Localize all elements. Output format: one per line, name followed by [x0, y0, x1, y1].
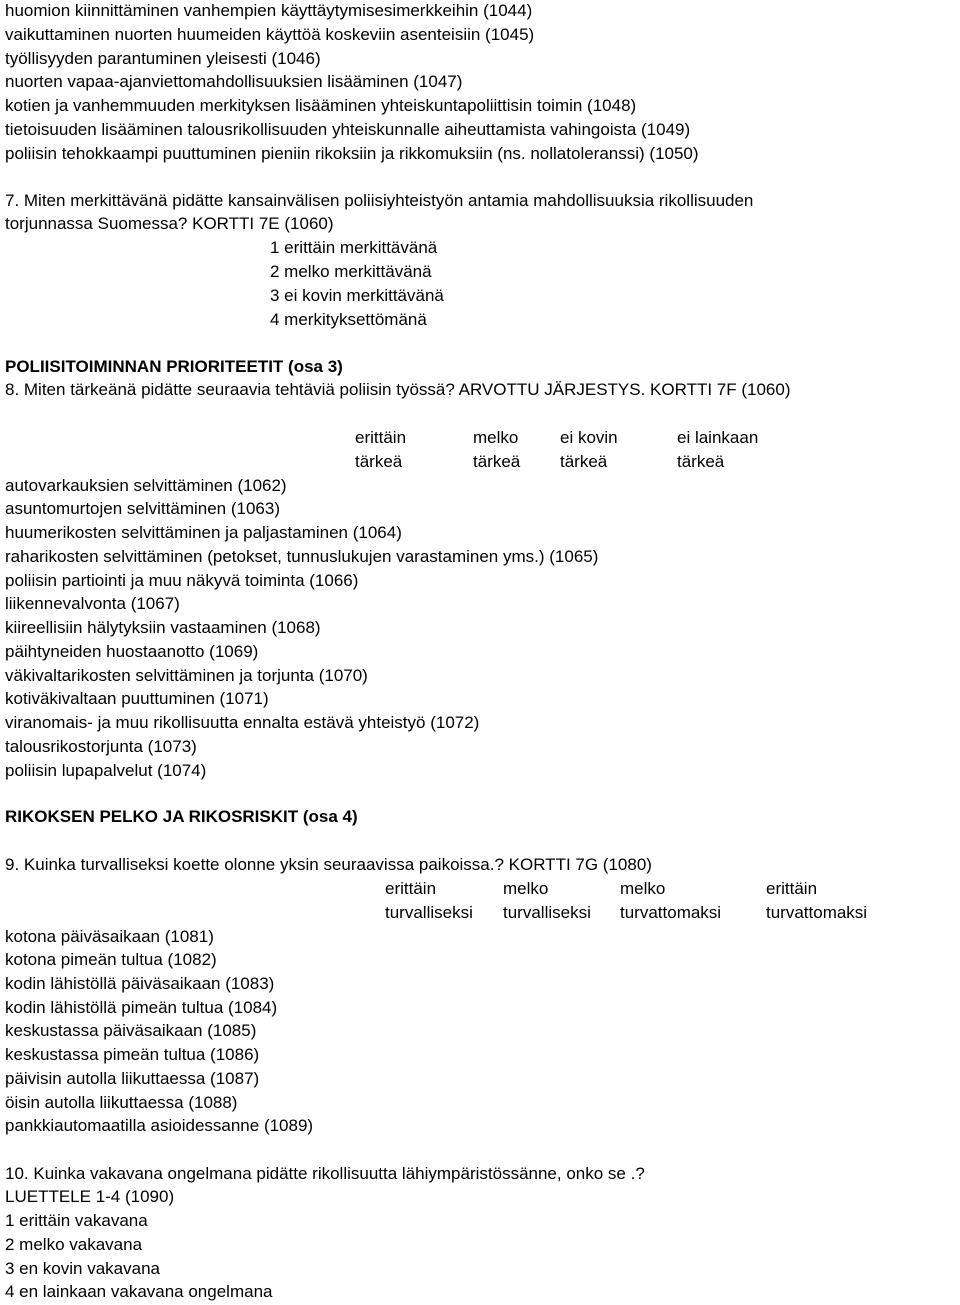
list-item: asuntomurtojen selvittäminen (1063) [5, 499, 280, 518]
list-item: huomion kiinnittäminen vanhempien käyttäytymisesimerkkeihin (1044) [5, 1, 533, 20]
list-item: päivisin autolla liikuttaessa (1087) [5, 1069, 260, 1088]
column-header: tärkeä [677, 452, 725, 471]
list-item: viranomais- ja muu rikollisuutta ennalta estävä yhteistyö (1072) [5, 713, 480, 732]
question-text: 10. Kuinka vakavana ongelmana pidätte rikollisuutta lähiympäristössänne, onko se .? [5, 1164, 645, 1183]
list-item: keskustassa pimeän tultua (1086) [5, 1045, 260, 1064]
answer-option: 3 en kovin vakavana [5, 1259, 160, 1278]
list-item: poliisin lupapalvelut (1074) [5, 761, 207, 780]
list-item: öisin autolla liikuttaessa (1088) [5, 1093, 238, 1112]
question-text: 8. Miten tärkeänä pidätte seuraavia tehtäviä poliisin työssä? ARVOTTU JÄRJESTYS. KORTTI 7F (1060) [5, 380, 791, 399]
list-item: huumerikosten selvittäminen ja paljastaminen (1064) [5, 523, 402, 542]
list-item: pankkiautomaatilla asioidessanne (1089) [5, 1116, 314, 1135]
column-header: ei lainkaan [677, 428, 759, 447]
answer-option: 1 erittäin merkittävänä [270, 238, 438, 257]
column-header: turvattomaksi [620, 903, 722, 922]
column-header: turvalliseksi [385, 903, 473, 922]
list-item: poliisin partiointi ja muu näkyvä toiminta (1066) [5, 571, 359, 590]
column-header: ei kovin [560, 428, 618, 447]
list-item: kotien ja vanhemmuuden merkityksen lisääminen yhteiskuntapoliittisin toimin (1048) [5, 96, 637, 115]
list-item: kodin lähistöllä päiväsaikaan (1083) [5, 974, 275, 993]
list-item: vaikuttaminen nuorten huumeiden käyttöä koskeviin asenteisiin (1045) [5, 25, 535, 44]
question-text: 7. Miten merkittävänä pidätte kansainvälisen poliisiyhteistyön antamia mahdollisuuksia rikollisuuden [5, 191, 754, 210]
list-item: kotiväkivaltaan puuttuminen (1071) [5, 689, 269, 708]
answer-option: 2 melko merkittävänä [270, 262, 432, 281]
column-header: melko [620, 879, 666, 898]
answer-option: 4 merkityksettömänä [270, 310, 427, 329]
column-header: erittäin [385, 879, 437, 898]
question-text: LUETTELE 1-4 (1090) [5, 1187, 175, 1206]
answer-option: 4 en lainkaan vakavana ongelmana [5, 1282, 273, 1301]
list-item: kotona päiväsaikaan (1081) [5, 927, 214, 946]
column-header: erittäin [766, 879, 818, 898]
list-item: talousrikostorjunta (1073) [5, 737, 197, 756]
list-item: työllisyyden parantuminen yleisesti (1046) [5, 49, 321, 68]
column-header: melko [503, 879, 549, 898]
section-heading: RIKOKSEN PELKO JA RIKOSRISKIT (osa 4) [5, 807, 358, 826]
column-header: melko [473, 428, 519, 447]
list-item: raharikosten selvittäminen (petokset, tunnuslukujen varastaminen yms.) (1065) [5, 547, 599, 566]
section-heading: POLIISITOIMINNAN PRIORITEETIT (osa 3) [5, 357, 343, 376]
list-item: poliisin tehokkaampi puuttuminen pieniin rikoksiin ja rikkomuksiin (ns. nollatoleranssi) (1050) [5, 144, 699, 163]
column-header: tärkeä [473, 452, 521, 471]
column-header: tärkeä [560, 452, 608, 471]
list-item: kodin lähistöllä pimeän tultua (1084) [5, 998, 278, 1017]
question-text: torjunnassa Suomessa? KORTTI 7E (1060) [5, 214, 334, 233]
column-header: turvalliseksi [503, 903, 591, 922]
list-item: kotona pimeän tultua (1082) [5, 950, 217, 969]
question-text: 9. Kuinka turvalliseksi koette olonne yksin seuraavissa paikoissa.? KORTTI 7G (1080) [5, 855, 652, 874]
list-item: liikennevalvonta (1067) [5, 594, 180, 613]
answer-option: 2 melko vakavana [5, 1235, 143, 1254]
list-item: väkivaltarikosten selvittäminen ja torjunta (1070) [5, 666, 368, 685]
list-item: autovarkauksien selvittäminen (1062) [5, 476, 287, 495]
list-item: keskustassa päiväsaikaan (1085) [5, 1021, 257, 1040]
column-header: tärkeä [355, 452, 403, 471]
answer-option: 3 ei kovin merkittävänä [270, 286, 444, 305]
column-header: turvattomaksi [766, 903, 868, 922]
list-item: tietoisuuden lisääminen talousrikollisuuden yhteiskunnalle aiheuttamista vahingoista (1049) [5, 120, 691, 139]
list-item: päihtyneiden huostaanotto (1069) [5, 642, 259, 661]
column-header: erittäin [355, 428, 407, 447]
list-item: nuorten vapaa-ajanviettomahdollisuuksien lisääminen (1047) [5, 72, 463, 91]
list-item: kiireellisiin hälytyksiin vastaaminen (1068) [5, 618, 321, 637]
answer-option: 1 erittäin vakavana [5, 1211, 148, 1230]
